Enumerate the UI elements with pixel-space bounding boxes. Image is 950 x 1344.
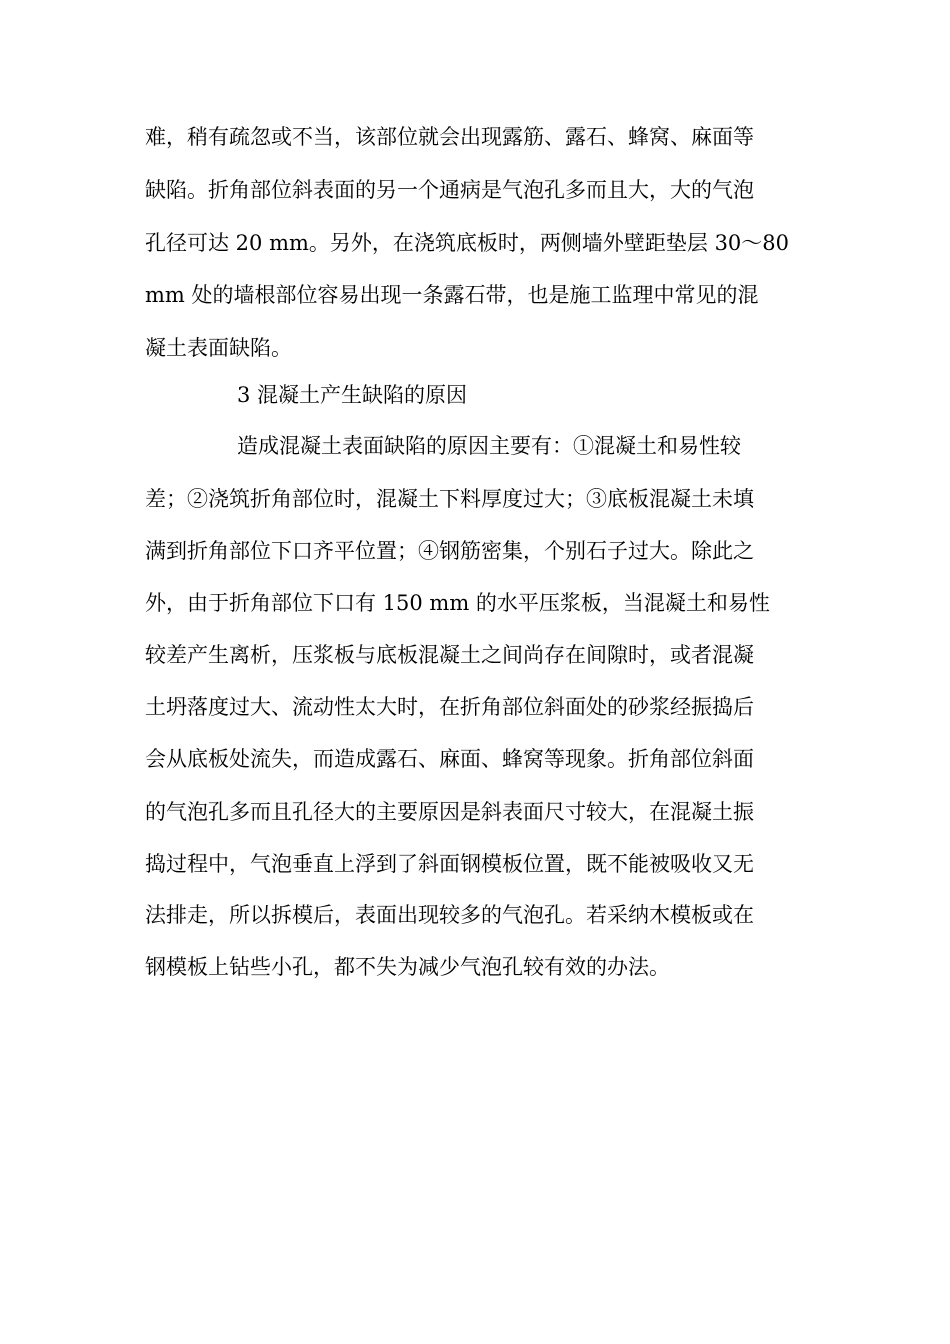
paragraph-line: 较差产生离析，压浆板与底板混凝土之间尚存在间隙时，或者混凝 (145, 643, 754, 667)
section-heading: 3 混凝土产生缺陷的原因 (237, 383, 468, 407)
paragraph-line: 孔径可达 20 mm。另外，在浇筑底板时，两侧墙外壁距垫层 30～80 (145, 231, 790, 255)
paragraph-line: 捣过程中，气泡垂直上浮到了斜面钢模板位置，既不能被吸收又无 (145, 852, 754, 876)
paragraph-line: 外，由于折角部位下口有 150 mm 的水平压浆板，当混凝土和易性 (145, 591, 770, 615)
paragraph-line: 难，稍有疏忽或不当，该部位就会出现露筋、露石、蜂窝、麻面等 (145, 125, 754, 149)
paragraph-line: 满到折角部位下口齐平位置；④钢筋密集，个别石子过大。除此之 (145, 539, 754, 563)
paragraph-line: 钢模板上钻些小孔，都不失为减少气泡孔较有效的办法。 (145, 955, 670, 979)
paragraph-line: mm 处的墙根部位容易出现一条露石带，也是施工监理中常见的混 (145, 283, 759, 307)
paragraph-line: 法排走，所以拆模后，表面出现较多的气泡孔。若采纳木模板或在 (145, 903, 754, 927)
paragraph-line: 土坍落度过大、流动性太大时，在折角部位斜面处的砂浆经振捣后 (145, 695, 754, 719)
paragraph-line: 差；②浇筑折角部位时，混凝土下料厚度过大；③底板混凝土未填 (145, 487, 754, 511)
paragraph-line: 的气泡孔多而且孔径大的主要原因是斜表面尺寸较大，在混凝土振 (145, 800, 754, 824)
paragraph-line: 凝土表面缺陷。 (145, 336, 292, 360)
paragraph-line: 缺陷。折角部位斜表面的另一个通病是气泡孔多而且大，大的气泡 (145, 178, 754, 202)
paragraph-line: 会从底板处流失，而造成露石、麻面、蜂窝等现象。折角部位斜面 (145, 747, 754, 771)
paragraph-line: 造成混凝土表面缺陷的原因主要有：①混凝土和易性较 (237, 434, 741, 458)
